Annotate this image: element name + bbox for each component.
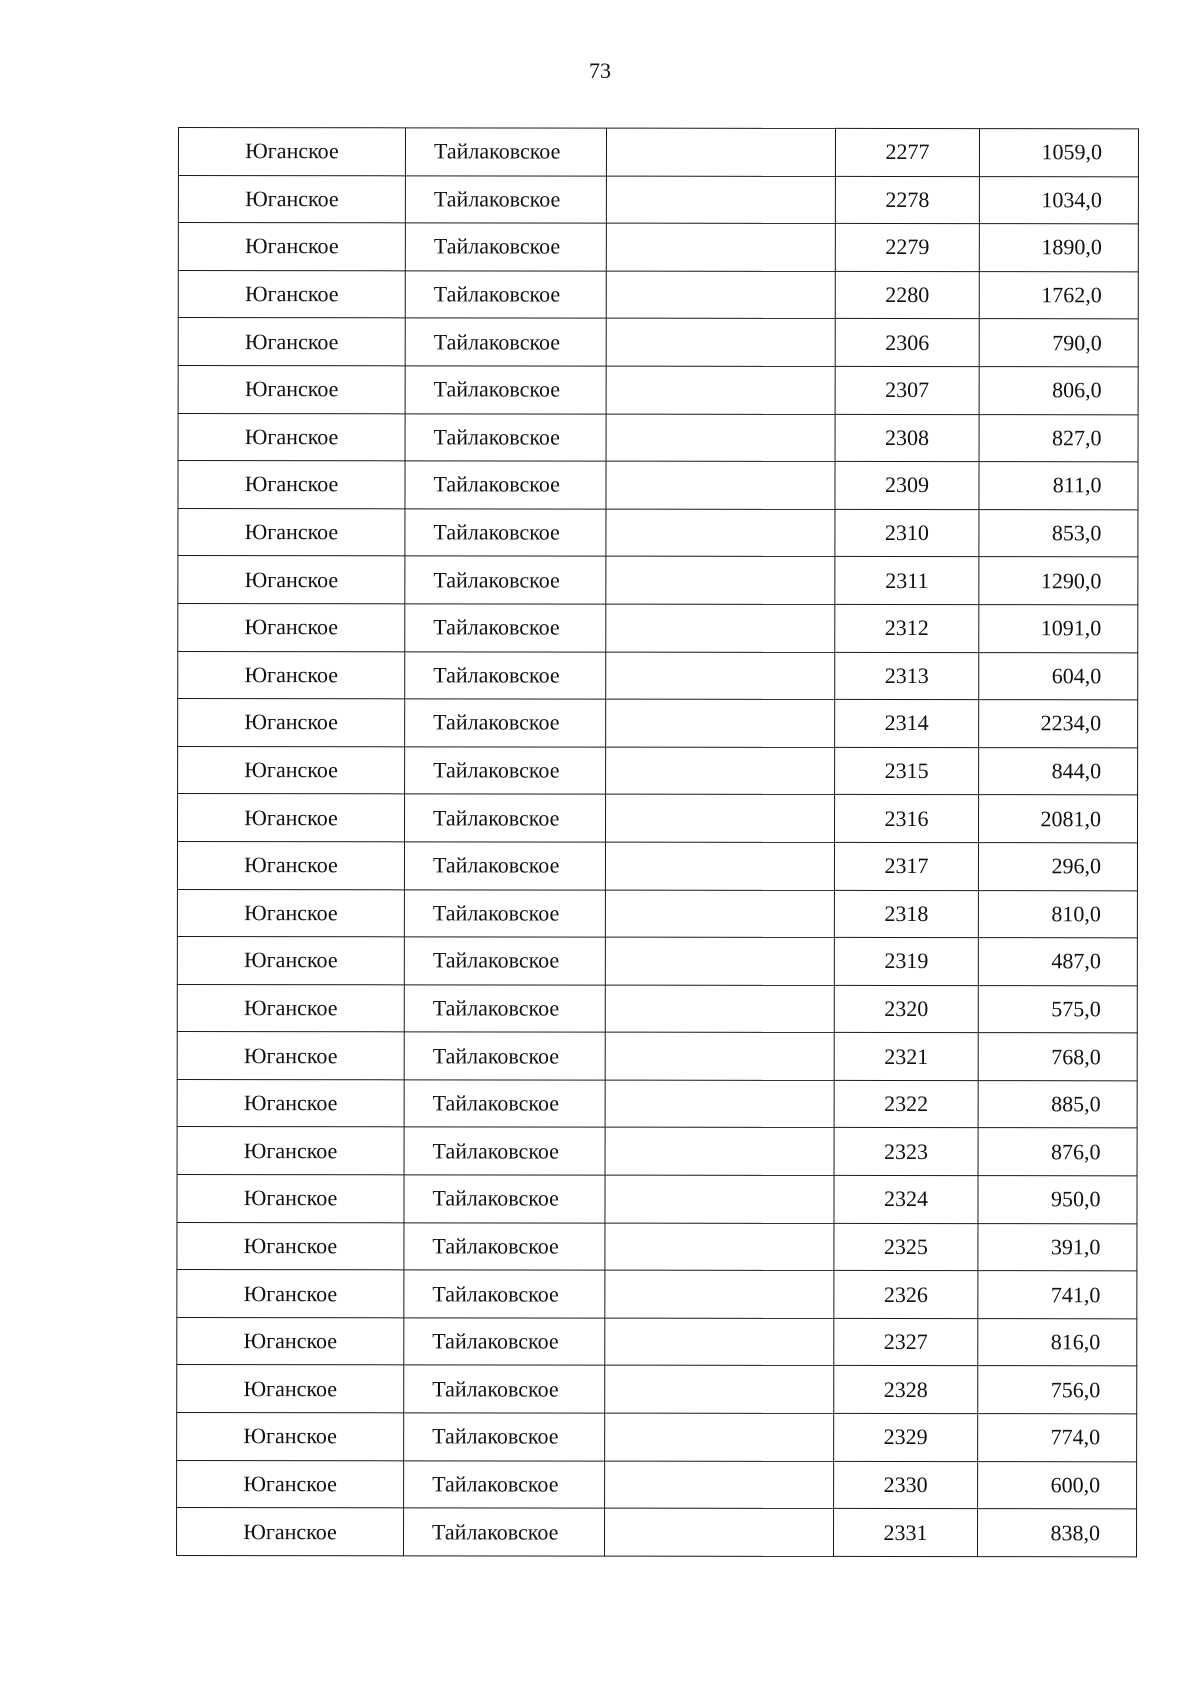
cell-area: Тайлаковское — [404, 1080, 605, 1128]
cell-field: Юганское — [177, 1270, 404, 1318]
cell-value: 1290,0 — [979, 557, 1138, 605]
cell-field: Юганское — [178, 223, 405, 271]
cell-field: Юганское — [178, 365, 405, 413]
cell-number: 2309 — [835, 462, 979, 510]
cell-number: 2308 — [835, 414, 979, 462]
cell-field: Юганское — [177, 984, 404, 1032]
table-row — [177, 1365, 1137, 1414]
cell-field: Юганское — [177, 1460, 404, 1508]
cell-value: 774,0 — [978, 1414, 1137, 1462]
table-row — [177, 1460, 1137, 1509]
table-row — [178, 365, 1138, 414]
cell-area: Тайлаковское — [404, 1508, 605, 1556]
cell-area: Тайлаковское — [404, 1222, 605, 1270]
cell-empty — [606, 794, 835, 842]
table-row — [177, 841, 1137, 890]
cell-empty — [606, 747, 835, 795]
cell-number: 2328 — [834, 1366, 978, 1414]
cell-empty — [606, 652, 835, 700]
cell-value: 1762,0 — [979, 271, 1138, 319]
cell-field: Юганское — [177, 1127, 404, 1175]
table-row — [177, 1127, 1137, 1176]
cell-area: Тайлаковское — [404, 1365, 605, 1413]
cell-value: 2081,0 — [979, 795, 1138, 843]
cell-number: 2318 — [834, 890, 978, 938]
cell-value: 768,0 — [978, 1033, 1137, 1081]
cell-area: Тайлаковское — [405, 556, 606, 604]
table-row — [178, 413, 1138, 462]
cell-area: Тайлаковское — [405, 461, 606, 509]
cell-empty — [606, 556, 835, 604]
cell-number: 2322 — [834, 1080, 978, 1128]
cell-number: 2317 — [834, 842, 978, 890]
table-row — [177, 889, 1137, 938]
cell-empty — [606, 604, 835, 652]
cell-empty — [605, 1175, 834, 1223]
cell-area: Тайлаковское — [404, 1413, 605, 1461]
data-table — [176, 127, 1139, 1557]
cell-area: Тайлаковское — [405, 366, 606, 414]
cell-area: Тайлаковское — [404, 937, 605, 985]
table-row — [178, 699, 1138, 748]
cell-field: Юганское — [177, 1317, 404, 1365]
cell-value: 838,0 — [978, 1509, 1137, 1557]
cell-number: 2311 — [835, 557, 979, 605]
cell-number: 2330 — [834, 1461, 978, 1509]
cell-number: 2323 — [834, 1128, 978, 1176]
cell-value: 950,0 — [978, 1176, 1137, 1224]
cell-area: Тайлаковское — [405, 651, 606, 699]
cell-field: Юганское — [178, 603, 405, 651]
cell-empty — [605, 1128, 834, 1176]
cell-number: 2280 — [835, 271, 979, 319]
cell-empty — [605, 937, 834, 985]
cell-value: 827,0 — [979, 414, 1138, 462]
page-number: 73 — [589, 58, 611, 83]
table-row — [178, 128, 1138, 177]
cell-number: 2324 — [834, 1175, 978, 1223]
cell-field: Юганское — [178, 508, 405, 556]
cell-number: 2313 — [835, 652, 979, 700]
cell-field: Юганское — [177, 1032, 404, 1080]
cell-field: Юганское — [178, 175, 405, 223]
cell-area: Тайлаковское — [404, 1175, 605, 1223]
cell-value: 487,0 — [978, 938, 1137, 986]
table-row — [177, 1079, 1137, 1128]
cell-number: 2316 — [835, 795, 979, 843]
cell-value: 604,0 — [979, 652, 1138, 700]
cell-value: 1890,0 — [979, 224, 1138, 272]
table-row — [178, 794, 1138, 843]
cell-empty — [606, 176, 835, 224]
cell-field: Юганское — [177, 1365, 404, 1413]
cell-empty — [606, 461, 835, 509]
cell-field: Юганское — [178, 318, 405, 366]
table-row — [177, 1032, 1137, 1081]
cell-number: 2325 — [834, 1223, 978, 1271]
cell-empty — [605, 1461, 834, 1509]
cell-value: 2234,0 — [979, 700, 1138, 748]
cell-empty — [605, 1080, 834, 1128]
cell-number: 2279 — [835, 224, 979, 272]
cell-value: 741,0 — [978, 1271, 1137, 1319]
cell-area: Тайлаковское — [404, 1270, 605, 1318]
cell-field: Юганское — [178, 651, 405, 699]
cell-value: 600,0 — [978, 1461, 1137, 1509]
cell-number: 2327 — [834, 1318, 978, 1366]
cell-value: 391,0 — [978, 1223, 1137, 1271]
cell-value: 844,0 — [979, 747, 1138, 795]
table-row — [178, 270, 1138, 319]
cell-field: Юганское — [177, 1508, 404, 1556]
cell-number: 2314 — [835, 700, 979, 748]
cell-area: Тайлаковское — [404, 985, 605, 1033]
table-row — [178, 651, 1138, 700]
cell-field: Юганское — [177, 841, 404, 889]
cell-area: Тайлаковское — [405, 318, 606, 366]
table-row — [178, 223, 1138, 272]
cell-area: Тайлаковское — [404, 889, 605, 937]
cell-value: 790,0 — [979, 319, 1138, 367]
cell-area: Тайлаковское — [405, 699, 606, 747]
cell-number: 2307 — [835, 366, 979, 414]
table-row — [177, 1222, 1137, 1271]
cell-value: 816,0 — [978, 1318, 1137, 1366]
table-row — [178, 461, 1138, 510]
cell-empty — [606, 366, 835, 414]
cell-value: 806,0 — [979, 367, 1138, 415]
cell-field: Юганское — [177, 1079, 404, 1127]
cell-number: 2312 — [835, 604, 979, 652]
table-row — [177, 1270, 1137, 1319]
table-row — [178, 746, 1138, 795]
cell-empty — [606, 509, 835, 557]
cell-value: 1091,0 — [979, 605, 1138, 653]
table-row — [177, 984, 1137, 1033]
cell-number: 2326 — [834, 1271, 978, 1319]
cell-empty — [605, 985, 834, 1033]
cell-number: 2319 — [834, 938, 978, 986]
cell-number: 2277 — [835, 128, 979, 176]
cell-field: Юганское — [178, 461, 405, 509]
cell-empty — [606, 318, 835, 366]
cell-field: Юганское — [177, 1222, 404, 1270]
cell-field: Юганское — [178, 556, 405, 604]
cell-field: Юганское — [178, 794, 405, 842]
cell-empty — [605, 842, 834, 890]
cell-empty — [605, 890, 834, 938]
cell-area: Тайлаковское — [404, 1032, 605, 1080]
cell-area: Тайлаковское — [404, 842, 605, 890]
cell-empty — [605, 1270, 834, 1318]
cell-number: 2320 — [834, 985, 978, 1033]
cell-field: Юганское — [177, 1175, 404, 1223]
cell-number: 2310 — [835, 509, 979, 557]
cell-number: 2329 — [834, 1413, 978, 1461]
cell-empty — [606, 128, 835, 176]
cell-value: 811,0 — [979, 462, 1138, 510]
table-row — [178, 556, 1138, 605]
cell-number: 2321 — [834, 1033, 978, 1081]
cell-field: Юганское — [177, 937, 404, 985]
cell-field: Юганское — [178, 746, 405, 794]
table-row — [177, 1508, 1137, 1557]
cell-field: Юганское — [178, 270, 405, 318]
cell-empty — [605, 1032, 834, 1080]
table-row — [177, 1413, 1137, 1462]
cell-empty — [605, 1413, 834, 1461]
cell-empty — [605, 1223, 834, 1271]
cell-area: Тайлаковское — [404, 1460, 605, 1508]
cell-area: Тайлаковское — [405, 509, 606, 557]
cell-area: Тайлаковское — [404, 1318, 605, 1366]
cell-area: Тайлаковское — [405, 223, 606, 271]
cell-area: Тайлаковское — [404, 1127, 605, 1175]
cell-number: 2306 — [835, 319, 979, 367]
cell-value: 810,0 — [978, 890, 1137, 938]
cell-number: 2331 — [834, 1509, 978, 1557]
cell-value: 575,0 — [978, 985, 1137, 1033]
cell-value: 756,0 — [978, 1366, 1137, 1414]
cell-area: Тайлаковское — [405, 794, 606, 842]
cell-area: Тайлаковское — [405, 747, 606, 795]
cell-empty — [605, 1366, 834, 1414]
cell-field: Юганское — [177, 1413, 404, 1461]
table-row — [178, 175, 1138, 224]
cell-number: 2278 — [835, 176, 979, 224]
cell-empty — [606, 414, 835, 462]
table-row — [178, 318, 1138, 367]
table-row — [178, 508, 1138, 557]
table-row — [177, 937, 1137, 986]
cell-value: 1034,0 — [979, 176, 1138, 224]
table-row — [177, 1317, 1137, 1366]
cell-field: Юганское — [178, 699, 405, 747]
cell-value: 876,0 — [978, 1128, 1137, 1176]
cell-value: 1059,0 — [979, 129, 1138, 177]
table-row — [177, 1175, 1137, 1224]
cell-empty — [606, 223, 835, 271]
cell-empty — [605, 1508, 834, 1556]
cell-area: Тайлаковское — [405, 271, 606, 319]
cell-empty — [606, 699, 835, 747]
table-row — [178, 603, 1138, 652]
table-body — [177, 128, 1139, 1557]
cell-area: Тайлаковское — [405, 604, 606, 652]
cell-area: Тайлаковское — [405, 175, 606, 223]
cell-value: 296,0 — [978, 843, 1137, 891]
cell-field: Юганское — [177, 889, 404, 937]
cell-value: 853,0 — [979, 509, 1138, 557]
cell-area: Тайлаковское — [405, 413, 606, 461]
cell-area: Тайлаковское — [405, 128, 606, 176]
cell-empty — [605, 1318, 834, 1366]
cell-empty — [606, 271, 835, 319]
cell-number: 2315 — [835, 747, 979, 795]
cell-value: 885,0 — [978, 1080, 1137, 1128]
cell-field: Юганское — [178, 128, 405, 176]
cell-field: Юганское — [178, 413, 405, 461]
